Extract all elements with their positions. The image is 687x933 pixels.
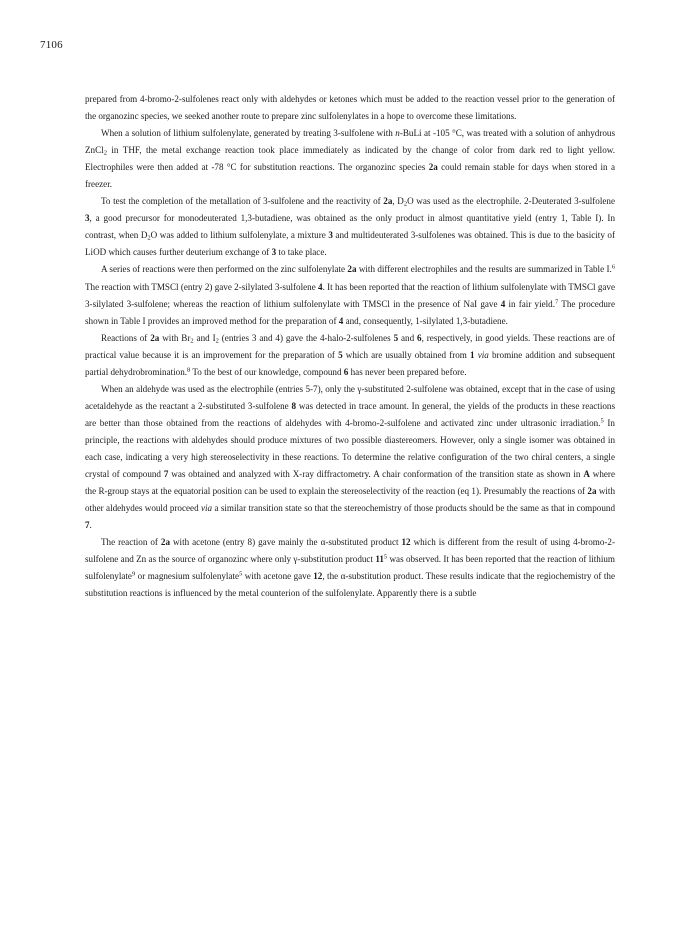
text-run: to take place. xyxy=(276,247,327,258)
paragraph-3 xyxy=(85,193,615,261)
text-run-b: 4 xyxy=(318,281,323,292)
page-number: 7106 xyxy=(40,39,63,51)
text-run-b: 4 xyxy=(500,298,506,309)
paragraph-7 xyxy=(85,534,615,602)
text-run: in fair yield. xyxy=(505,298,556,309)
text-run-b: 3 xyxy=(328,230,333,241)
text-run: was observed. It has been reported that the reaction of lithium sulfolenylate xyxy=(85,554,615,582)
text-run: O was used as the electrophile. 2-Deuterated 3-sulfolene xyxy=(407,196,615,207)
text-run: and multideuterated 3-sulfolenes was obtained. This is due to the basicity of LiOD which causes further deuterium exchange of xyxy=(85,230,615,258)
text-run-sub: 2 xyxy=(403,200,408,208)
text-run-sup: 9 xyxy=(131,570,136,578)
text-run: To the best of our knowledge, compound xyxy=(190,366,344,377)
text-run: . xyxy=(89,520,92,531)
paragraph-5 xyxy=(85,330,615,381)
text-run: When a solution of lithium sulfolenylate, generated by treating 3-sulfolene with xyxy=(101,128,396,139)
text-run-sub: 2 xyxy=(147,234,151,242)
article-body xyxy=(85,91,615,602)
text-run-b: 7 xyxy=(163,469,169,480)
text-run: (entries 3 and 4) gave the 4-halo-2-sulfolenes xyxy=(218,332,394,343)
text-run: which is different from the result of using 4-bromo-2-sulfolene and Zn as the source of organozinc where only γ-substitution product xyxy=(85,537,615,565)
text-run: , respectively, in good yields. These reactions are of practical value because it is an improvement for the preparation of xyxy=(85,332,615,360)
text-run: The reaction with TMSCl (entry 2) gave 2-silylated 3-sulfolene xyxy=(85,281,319,292)
paragraph-2 xyxy=(85,125,615,193)
text-run: . It has been reported that the reaction of lithium sulfolenylate with TMSCl gave 3-silylated 3-sulfolene; whereas the reaction of lithium sulfolenylate with TMSCl in the presence of NaI gave xyxy=(85,281,615,309)
text-run: Reactions of xyxy=(101,332,151,343)
text-run-b: 5 xyxy=(393,332,399,343)
text-run: , the α-substitution product. These results indicate that the regiochemistry of the substitution reactions is influenced by the metal counterion of the sulfolenylate. Apparently there is a subtle xyxy=(85,571,615,599)
text-run-sup: 5 xyxy=(600,417,604,425)
paragraph-6 xyxy=(85,381,615,534)
text-run: prepared from 4-bromo-2-sulfolenes react only with aldehydes or ketones which must be added to the reaction vessel prior to the generation of the organozinc species, we seeked another route to prepare zinc sulfolenylates in a hope to overcome these limitations. xyxy=(85,94,615,122)
text-run: with acetone (entry 8) gave mainly the α-substituted product xyxy=(170,537,402,548)
text-run: with Br xyxy=(159,332,191,343)
text-run-b: 3 xyxy=(271,247,277,258)
text-run: A series of reactions were then performed on the zinc sulfolenylate xyxy=(101,264,348,275)
text-run-b: 2a xyxy=(150,332,160,343)
text-run-sup: 6 xyxy=(611,263,615,271)
text-run-b: 3 xyxy=(85,213,90,224)
text-run: and I xyxy=(193,332,216,343)
text-run-b: 2a xyxy=(587,486,597,497)
text-run: with acetone gave xyxy=(242,571,314,582)
text-run: The procedure shown in Table I provides an improved method for the preparation of xyxy=(85,298,615,326)
text-run-b: 6 xyxy=(417,332,422,343)
text-run-b: 5 xyxy=(338,349,343,360)
paragraph-1 xyxy=(85,91,615,125)
text-run-b: 2a xyxy=(160,537,171,548)
text-run-b: 1 xyxy=(470,349,475,360)
text-run: was detected in trace amount. In general, the yields of the products in these reactions are better than those obtained from the reactions of aldehydes with 4-bromo-2-sulfolene and activated zinc under ultrasonic irradiation. xyxy=(85,400,615,428)
text-run-i: via xyxy=(200,503,213,514)
text-run-sub: 2 xyxy=(103,149,107,157)
paragraph-4 xyxy=(85,261,615,329)
text-run-sub: 2 xyxy=(215,337,219,345)
text-run: a similar transition state so that the stereochemistry of those products should be the same as that in compound xyxy=(212,503,615,514)
text-run: with different electrophiles and the results are summarized in Table I. xyxy=(356,264,612,275)
text-run: , a good precursor for monodeuterated 1,3-butadiene, was obtained as the only product in almost quantitative yield (entry 1, Table I). In contrast, when D xyxy=(85,213,615,241)
text-run-b: 12 xyxy=(313,571,323,582)
text-run: When an aldehyde was used as the electrophile (entries 5-7), only the γ-substituted 2-sulfolene was obtained, except that in the case of using acetaldehyde as the reactant a 2-substituted 3-sulfolene xyxy=(85,383,615,411)
text-run: , D xyxy=(392,196,404,207)
text-run: To test the completion of the metallation of 3-sulfolene and the reactivity of xyxy=(101,196,384,207)
text-run: has never been prepared before. xyxy=(348,366,467,377)
text-run: bromine addition and subsequent partial dehydrobromination. xyxy=(85,349,615,377)
text-run: O was added to lithium sulfolenylate, a mixture xyxy=(150,230,329,241)
text-run: which are usually obtained from xyxy=(342,349,471,360)
text-run-sup: 5 xyxy=(239,570,243,578)
text-run-sup: 5 xyxy=(383,553,388,561)
text-run-i: via xyxy=(477,349,489,360)
text-run-b: 2a xyxy=(428,162,438,173)
text-run-sup: 8 xyxy=(187,366,191,374)
text-run-b: 4 xyxy=(338,315,344,326)
text-run-sup: 7 xyxy=(555,298,559,306)
text-run: and, consequently, 1-silylated 1,3-butadiene. xyxy=(343,315,508,326)
text-run: The reaction of xyxy=(101,537,161,548)
text-run: In principle, the reactions with aldehydes should produce mixtures of two possible diastereomers. However, only a single isomer was obtained in each case, indicating a very high stereoselectivity in these reactions. To determine the relative configuration of the two chiral centers, a single crystal of compound xyxy=(85,417,615,480)
text-run: was obtained and analyzed with X-ray diffractometry. A chair conformation of the transition state as shown in xyxy=(168,469,584,480)
text-run-b: 12 xyxy=(401,537,411,548)
text-run-b: 2a xyxy=(383,196,393,207)
text-run-b: 11 xyxy=(375,554,384,565)
text-run-b: 8 xyxy=(291,400,297,411)
text-run-i: n xyxy=(395,128,400,139)
text-run-b: 7 xyxy=(85,520,90,531)
text-run: where the R-group stays at the equatorial position can be used to explain the stereoselectivity of the reaction (eq 1). Presumably the reactions of xyxy=(85,469,615,497)
text-run-b: 2a xyxy=(347,264,357,275)
text-run: in THF, the metal exchange reaction took place immediately as indicated by the change of color from dark red to light yellow. Electrophiles were then added at -78 °C for substitution reactions. The organozinc species xyxy=(85,145,615,173)
text-run: or magnesium sulfolenylate xyxy=(135,571,240,582)
text-run: with other aldehydes would proceed xyxy=(85,486,616,514)
text-run: -BuLi at -105 °C, was treated with a solution of anhydrous ZnCl xyxy=(85,128,615,156)
text-run: could remain stable for days when stored in a freezer. xyxy=(85,162,615,190)
text-run: and xyxy=(398,332,418,343)
text-run-b: 6 xyxy=(343,366,349,377)
text-run-b: A xyxy=(583,469,590,480)
text-run-sub: 2 xyxy=(190,337,194,345)
